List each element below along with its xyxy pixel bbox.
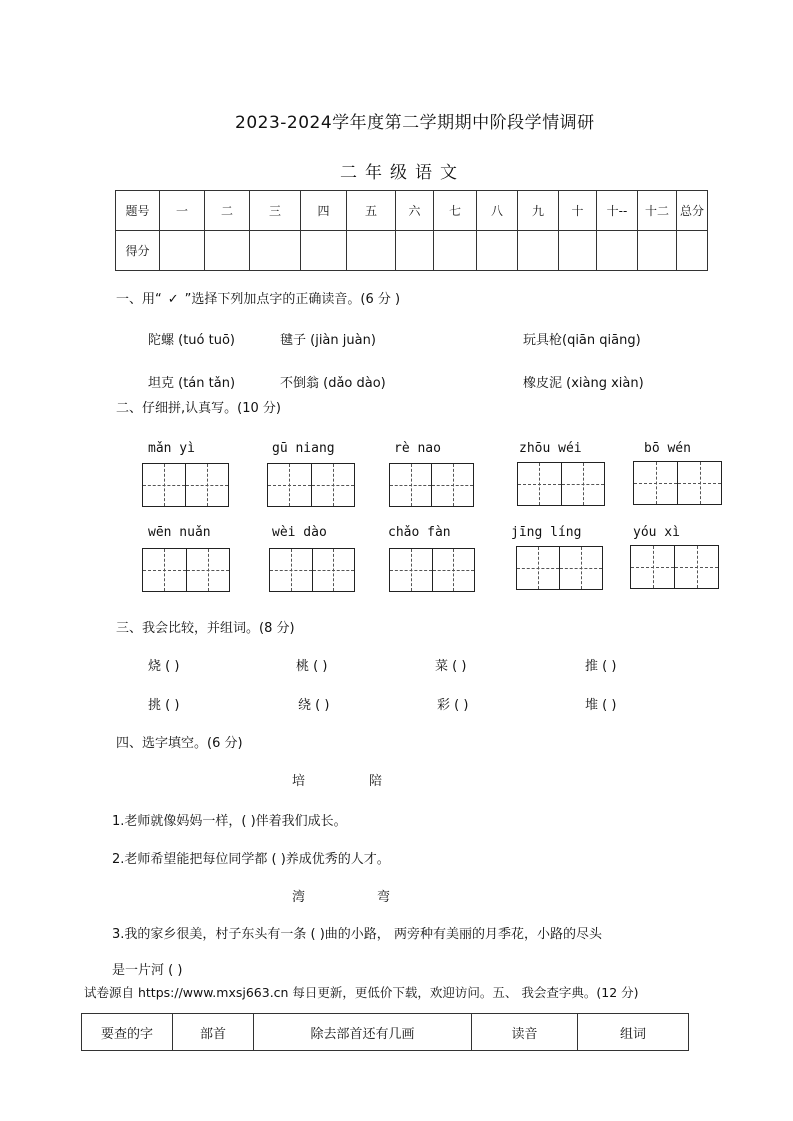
pinyin-label: zhōu wéi (519, 441, 582, 456)
pronunciation-item: 毽子 (jiàn juàn) (280, 333, 376, 348)
pronunciation-item: 陀螺 (tuó tuō) (148, 333, 235, 348)
section-1-heading-end: ”选择下列加点字的正确读音。(6 分 ) (184, 292, 401, 307)
choice-char: 培 (292, 774, 306, 789)
compare-item: 烧 ( ) (148, 659, 180, 674)
fill-question: 3.我的家乡很美，村子东头有一条 ( )曲的小路， 两旁种有美丽的月季花，小路的尽头 (112, 927, 602, 942)
score-cell[interactable] (638, 231, 677, 271)
check-mark-icon: ✓ (167, 292, 179, 307)
writing-grid[interactable] (269, 548, 355, 592)
choice-char: 弯 (377, 890, 391, 905)
score-header-cell: 九 (518, 191, 559, 231)
fill-question: 2.老师希望能把每位同学都 ( )养成优秀的人才。 (112, 852, 390, 867)
pinyin-label: bō wén (644, 441, 691, 456)
dictionary-header-row (82, 1014, 689, 1051)
score-table (115, 190, 708, 271)
score-table-header-row (116, 191, 708, 231)
score-cell[interactable] (434, 231, 477, 271)
score-table-score-row (116, 231, 708, 271)
dict-header-cell: 部首 (173, 1014, 254, 1051)
pinyin-label: rè nao (394, 441, 441, 456)
score-header-cell: 四 (301, 191, 347, 231)
pronunciation-item: 不倒翁 (dǎo dào) (280, 376, 386, 391)
score-cell[interactable] (301, 231, 347, 271)
score-cell[interactable] (205, 231, 250, 271)
section-1-heading (116, 288, 400, 307)
score-cell[interactable] (677, 231, 708, 271)
score-header-cell: 六 (396, 191, 434, 231)
dictionary-table (81, 1013, 689, 1051)
source-note: 试卷源自 https://www.mxsj663.cn 每日更新，更低价下载，欢迎访问。五、 我会查字典。(12 分) (84, 985, 639, 1000)
pinyin-label: jīng líng (511, 525, 582, 540)
writing-grid[interactable] (389, 548, 475, 592)
writing-grid[interactable] (516, 546, 603, 590)
section-3-heading: 三、我会比较，并组词。(8 分) (116, 621, 295, 636)
score-header-cell: 总分 (677, 191, 708, 231)
pinyin-label: wèi dào (272, 525, 327, 540)
score-cell[interactable] (250, 231, 301, 271)
fill-question-continued: 是一片河 ( ) (112, 963, 183, 978)
writing-grid[interactable] (389, 463, 474, 507)
score-header-cell: 二 (205, 191, 250, 231)
pinyin-label: wēn nuǎn (148, 525, 211, 540)
compare-item: 绕 ( ) (298, 698, 330, 713)
score-row-label: 得分 (116, 231, 160, 271)
compare-item: 堆 ( ) (585, 698, 617, 713)
writing-grid[interactable] (267, 463, 355, 507)
writing-grid[interactable] (142, 463, 229, 507)
section-2-heading: 二、仔细拼,认真写。(10 分) (116, 401, 281, 416)
compare-item: 菜 ( ) (435, 659, 467, 674)
compare-item: 彩 ( ) (437, 698, 469, 713)
compare-item: 挑 ( ) (148, 698, 180, 713)
dict-header-cell: 读音 (472, 1014, 578, 1051)
compare-item: 桃 ( ) (296, 659, 328, 674)
score-header-cell: 五 (347, 191, 396, 231)
choice-char: 陪 (369, 774, 383, 789)
writing-grid[interactable] (142, 548, 230, 592)
pronunciation-item: 玩具枪(qiān qiāng) (523, 333, 641, 348)
writing-grid[interactable] (630, 545, 719, 589)
dict-header-cell: 要查的字 (82, 1014, 173, 1051)
pinyin-label: gū niang (272, 441, 335, 456)
score-header-cell: 七 (434, 191, 477, 231)
score-cell[interactable] (347, 231, 396, 271)
score-cell[interactable] (160, 231, 205, 271)
exam-title: 2023-2024学年度第二学期期中阶段学情调研 (235, 113, 595, 133)
choice-char: 湾 (292, 890, 306, 905)
score-cell[interactable] (518, 231, 559, 271)
score-cell[interactable] (477, 231, 518, 271)
writing-grid[interactable] (633, 461, 722, 505)
section-1-heading-start: 一、用“ (116, 292, 162, 307)
score-header-cell: 三 (250, 191, 301, 231)
score-header-cell: 一 (160, 191, 205, 231)
pronunciation-item: 橡皮泥 (xiàng xiàn) (523, 376, 644, 391)
score-header-cell: 八 (477, 191, 518, 231)
pinyin-label: mǎn yì (148, 441, 195, 456)
score-header-cell: 十-- (597, 191, 638, 231)
dict-header-cell: 除去部首还有几画 (254, 1014, 472, 1051)
fill-question: 1.老师就像妈妈一样，( )伴着我们成长。 (112, 814, 347, 829)
compare-item: 推 ( ) (585, 659, 617, 674)
score-header-cell: 十 (559, 191, 597, 231)
dict-header-cell: 组词 (578, 1014, 689, 1051)
score-header-cell: 十二 (638, 191, 677, 231)
section-4-heading: 四、选字填空。(6 分) (116, 736, 243, 751)
writing-grid[interactable] (517, 462, 605, 506)
score-cell[interactable] (559, 231, 597, 271)
score-cell[interactable] (396, 231, 434, 271)
pronunciation-item: 坦克 (tán tǎn) (148, 376, 236, 391)
score-header-cell: 题号 (116, 191, 160, 231)
score-cell[interactable] (597, 231, 638, 271)
exam-subtitle: 二年级语文 (340, 163, 465, 183)
pinyin-label: chǎo fàn (388, 525, 451, 540)
pinyin-label: yóu xì (633, 525, 680, 540)
